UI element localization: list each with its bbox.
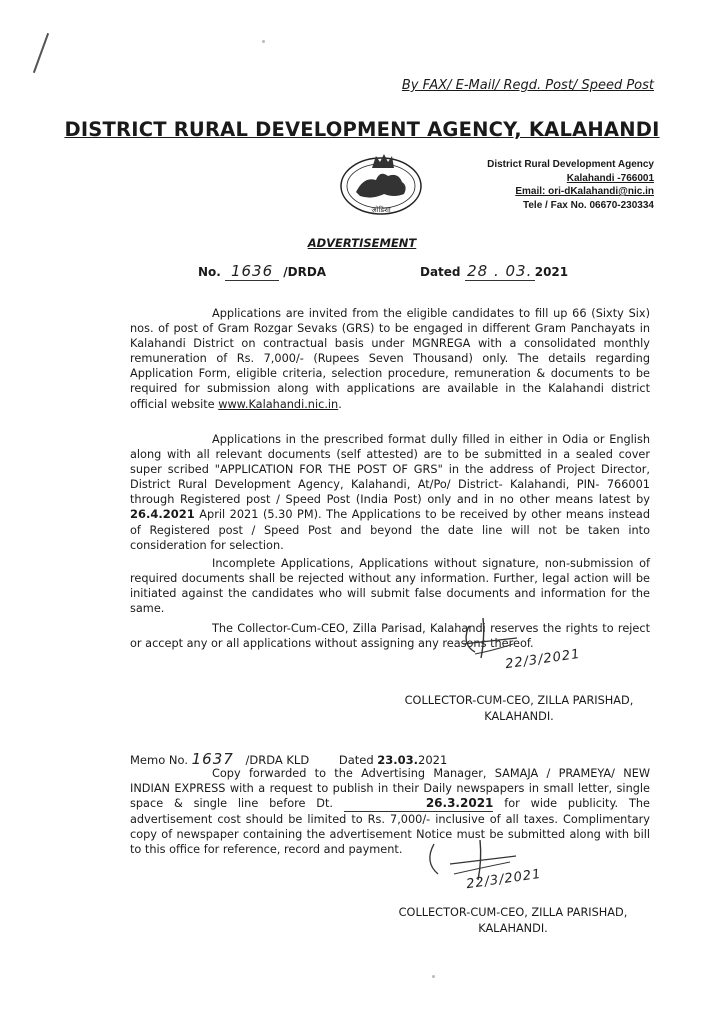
signatory-block [384, 693, 654, 725]
signatory-district: KALAHANDI. [484, 710, 554, 723]
no-suffix: /DRDA [283, 265, 327, 279]
odisha-emblem-icon [336, 148, 426, 218]
advertisement-para-3: Incomplete Applications, Applications without signature, non-submission of required documents shall be rejected without any information. Further, legal action will be initiated against the candidates who will submit false documents and information for the same. [130, 557, 650, 616]
memo-signatory-block [378, 905, 648, 937]
advertisement-para-1: Applications are invited from the eligible candidates to fill up 66 (Sixty Six) nos. of post of Gram Rozgar Sevaks (GRS) to be engaged in different Gram Panchayats in Kalahandi District on contractual basis under MGNREGA with a consolidated monthly remuneration of Rs. 7,000/- (Rupees Seven Thousand) only. The details regarding Application Form, eligible criteria, selection procedure, remuneration & documents to be required for submission along with applications are available in the Kalahandi district official website www.Kalahandi.nic.in. [130, 307, 650, 411]
address-phone: Tele / Fax No. 06670-230334 [522, 199, 654, 211]
advertisement-para-4: The Collector-Cum-CEO, Zilla Parisad, Kalahandi reserves the rights to reject or accept any or all applications without assigning any reasons thereof. [130, 622, 650, 651]
address-email[interactable]: Email: ori-dKalahandi@nic.in [515, 186, 654, 197]
memo-suffix: /DRDA KLD [245, 753, 310, 767]
advertisement-para-2: Applications in the prescribed format dully filled in either in Odia or English along with all relevant documents (self attested) are to be submitted in a sealed cover super scribed "APPLICATION FOR THE POST OF GRS" in the address of Project Director, District Rural Development Agency, Kalahandi, At/Po/ District- Kalahandi, PIN- 766001 through Registered post / Speed Post (India Post) only and in no other means latest by 26.4.2021 April 2021 (5.30 PM). The Applications to be received by other means instead of Registered post / Speed Post and beyond the date line will not be taken into consideration for selection. [130, 433, 650, 552]
address-pin: Kalahandi -766001 [566, 172, 654, 184]
advertisement-number [198, 262, 326, 281]
memo-signatory-title: COLLECTOR-CUM-CEO, ZILLA PARISHAD, [398, 906, 628, 919]
memo-body: Copy forwarded to the Advertising Manager, SAMAJA / PRAMEYA/ NEW INDIAN EXPRESS with a request to publish in their Daily newspapers in small letter, single space & single line before Dt. 26.3.2021 for wide publicity. The advertisement cost should be limited to Rs. 7,000/- inclusive of all taxes. Complimentary copy of newspaper containing the advertisement Notice must be submitted along with bill to this office for reference, record and payment. [130, 767, 650, 857]
delivery-mode: By FAX/ E-Mail/ Regd. Post/ Speed Post [401, 78, 654, 93]
dated-handwritten: 28 . 03. [465, 262, 535, 281]
memo-signature-date-handwritten: 22/3/2021 [465, 866, 543, 893]
advertisement-heading: ADVERTISEMENT [307, 236, 417, 250]
scan-speck [262, 40, 265, 43]
memo-dated-year: 2021 [418, 753, 448, 767]
memo-label: Memo No. [130, 753, 188, 767]
website-link[interactable]: www.Kalahandi.nic.in [218, 397, 339, 411]
memo-signatory-district: KALAHANDI. [478, 922, 548, 935]
no-handwritten: 1636 [225, 262, 279, 281]
stray-pen-mark [33, 33, 49, 73]
dated-year: 2021 [534, 265, 569, 279]
memo-dated-label: Dated [338, 753, 374, 767]
no-label: No. [198, 265, 221, 279]
agency-title: DISTRICT RURAL DEVELOPMENT AGENCY, KALAHANDI [64, 118, 660, 141]
memo-publish-date-handwritten: 26.3.2021 [344, 796, 494, 812]
svg-text:ओडिशा: ओडिशा [371, 206, 391, 214]
address-line: District Rural Development Agency [487, 159, 654, 170]
address-block [487, 158, 654, 212]
signatory-title: COLLECTOR-CUM-CEO, ZILLA PARISHAD, [404, 694, 634, 707]
dated-label: Dated [420, 265, 461, 279]
memo-number-handwritten: 1637 [191, 750, 234, 768]
advertisement-date [420, 262, 568, 281]
last-date-handwritten: 26.4.2021 [130, 507, 195, 522]
memo-dated-handwritten: 23.03. [377, 753, 419, 767]
signature-date-handwritten: 22/3/2021 [504, 646, 582, 673]
scan-speck [432, 975, 435, 978]
